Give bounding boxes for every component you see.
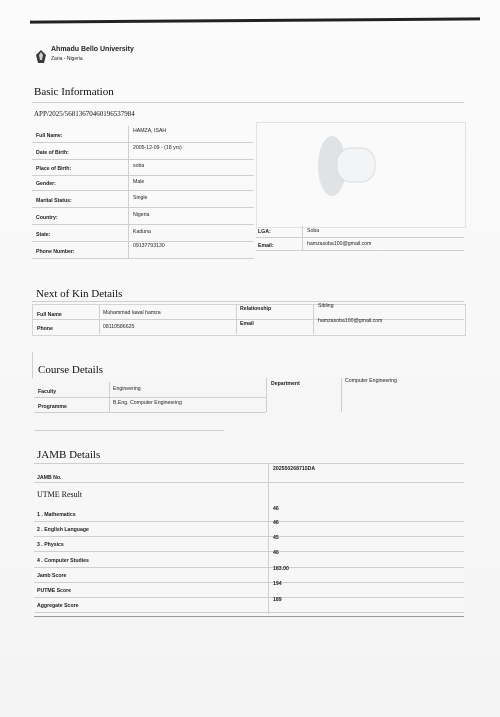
basic-field-value: soba [133, 163, 145, 169]
divider [32, 258, 254, 259]
divider [268, 464, 269, 614]
email-label: Email: [258, 243, 274, 249]
divider [32, 319, 464, 320]
utme-row-label: 3 . Physics [37, 542, 64, 548]
utme-row-value: 189 [273, 597, 282, 603]
utme-row-value: 46 [273, 550, 279, 556]
utme-row-value: 194 [273, 581, 282, 587]
kin-phone-label: Phone [37, 326, 53, 332]
jamb-title: JAMB Details [37, 449, 101, 461]
kin-email-value: hamzasoba100@gmail.com [318, 318, 383, 324]
kin-fullname-value: Muhammad lawal hamza [103, 310, 161, 316]
faculty-value: Engineering [113, 386, 141, 392]
lga-value: Soba [307, 228, 320, 234]
basic-field-value: 09137793130 [133, 243, 165, 249]
utme-row-value: 183.00 [273, 566, 289, 572]
basic-field-label: Gender: [36, 181, 56, 187]
divider [302, 226, 303, 251]
department-label: Department [271, 381, 300, 387]
course-title: Course Details [38, 364, 104, 376]
divider [34, 582, 464, 583]
utme-row-value: 46 [273, 520, 279, 526]
divider [32, 102, 464, 103]
divider [34, 482, 464, 483]
lga-label: LGA: [258, 229, 271, 235]
divider [32, 301, 464, 302]
utme-row-value: 45 [273, 535, 279, 541]
divider [256, 237, 464, 238]
basic-field-label: Full Name: [36, 133, 63, 139]
basic-info-title: Basic Information [34, 86, 114, 98]
divider [34, 616, 464, 617]
jamb-no-value: 202550268715DA [273, 466, 316, 472]
department-value: Computer Engineering [345, 378, 397, 384]
kin-fullname-label: Full Name [37, 312, 62, 318]
faculty-label: Faculty [38, 389, 57, 395]
divider [34, 612, 464, 613]
kin-phone-value: 08110586625 [103, 324, 135, 330]
divider [32, 207, 254, 208]
basic-field-label: Place of Birth: [36, 166, 72, 172]
divider [34, 412, 266, 413]
utme-row-label: Aggregate Score [37, 603, 79, 609]
kin-email-label: Email [240, 321, 254, 327]
university-location: Zaria - Nigeria [51, 56, 83, 62]
basic-field-value: HAMZA, ISAH [133, 128, 167, 134]
basic-field-value: Nigeria [133, 212, 150, 218]
divider [34, 521, 464, 522]
top-rule [30, 17, 480, 23]
basic-field-label: Marital Status: [36, 198, 72, 204]
divider [34, 536, 464, 537]
kin-relationship-label: Relationship [240, 306, 272, 312]
divider [34, 430, 224, 431]
utme-title: UTME Result [37, 490, 83, 499]
divider [266, 378, 267, 412]
programme-label: Programme [38, 404, 67, 410]
divider [32, 142, 254, 143]
divider [32, 190, 254, 191]
basic-field-label: Date of Birth: [36, 150, 69, 156]
basic-field-value: Kaduna [133, 229, 151, 235]
utme-row-label: 4 . Computer Studies [37, 558, 89, 564]
university-logo-icon [34, 49, 48, 65]
divider [128, 126, 129, 258]
jamb-table [32, 437, 464, 617]
utme-row-label: Jamb Score [37, 573, 67, 579]
divider [34, 597, 464, 598]
application-id: APP/2025/56813670460196537984 [34, 110, 135, 118]
photo-placeholder-icon [257, 123, 465, 227]
university-name: Ahmadu Bello University [51, 46, 134, 53]
kin-title: Next of Kin Details [36, 288, 123, 300]
basic-field-label: State: [36, 232, 51, 238]
kin-relationship-value: Sibling [318, 303, 334, 309]
basic-field-value: 2005-12-09 - (18 yrs) [133, 145, 182, 151]
programme-value: B.Eng. Computer Engineering [113, 400, 182, 406]
divider [34, 567, 464, 568]
basic-field-label: Country: [36, 215, 58, 221]
email-value: hamzasoba100@gmail.com [307, 241, 372, 247]
utme-row-label: 2 . English Language [37, 527, 89, 533]
divider [34, 551, 464, 552]
divider [34, 397, 266, 398]
divider [256, 250, 464, 251]
divider [32, 224, 254, 225]
utme-row-label: PUTME Score [37, 588, 72, 594]
divider [341, 378, 342, 412]
basic-field-label: Phone Number: [36, 249, 75, 255]
utme-row-value: 46 [273, 506, 279, 512]
basic-field-value: Male [133, 179, 145, 185]
divider [32, 175, 254, 176]
divider [34, 463, 464, 464]
utme-row-label: 1 . Mathematics [37, 512, 76, 518]
jamb-no-label: JAMB No. [37, 475, 62, 481]
basic-field-value: Single [133, 195, 148, 201]
divider [32, 241, 254, 242]
divider [32, 159, 254, 160]
applicant-photo [256, 122, 466, 228]
